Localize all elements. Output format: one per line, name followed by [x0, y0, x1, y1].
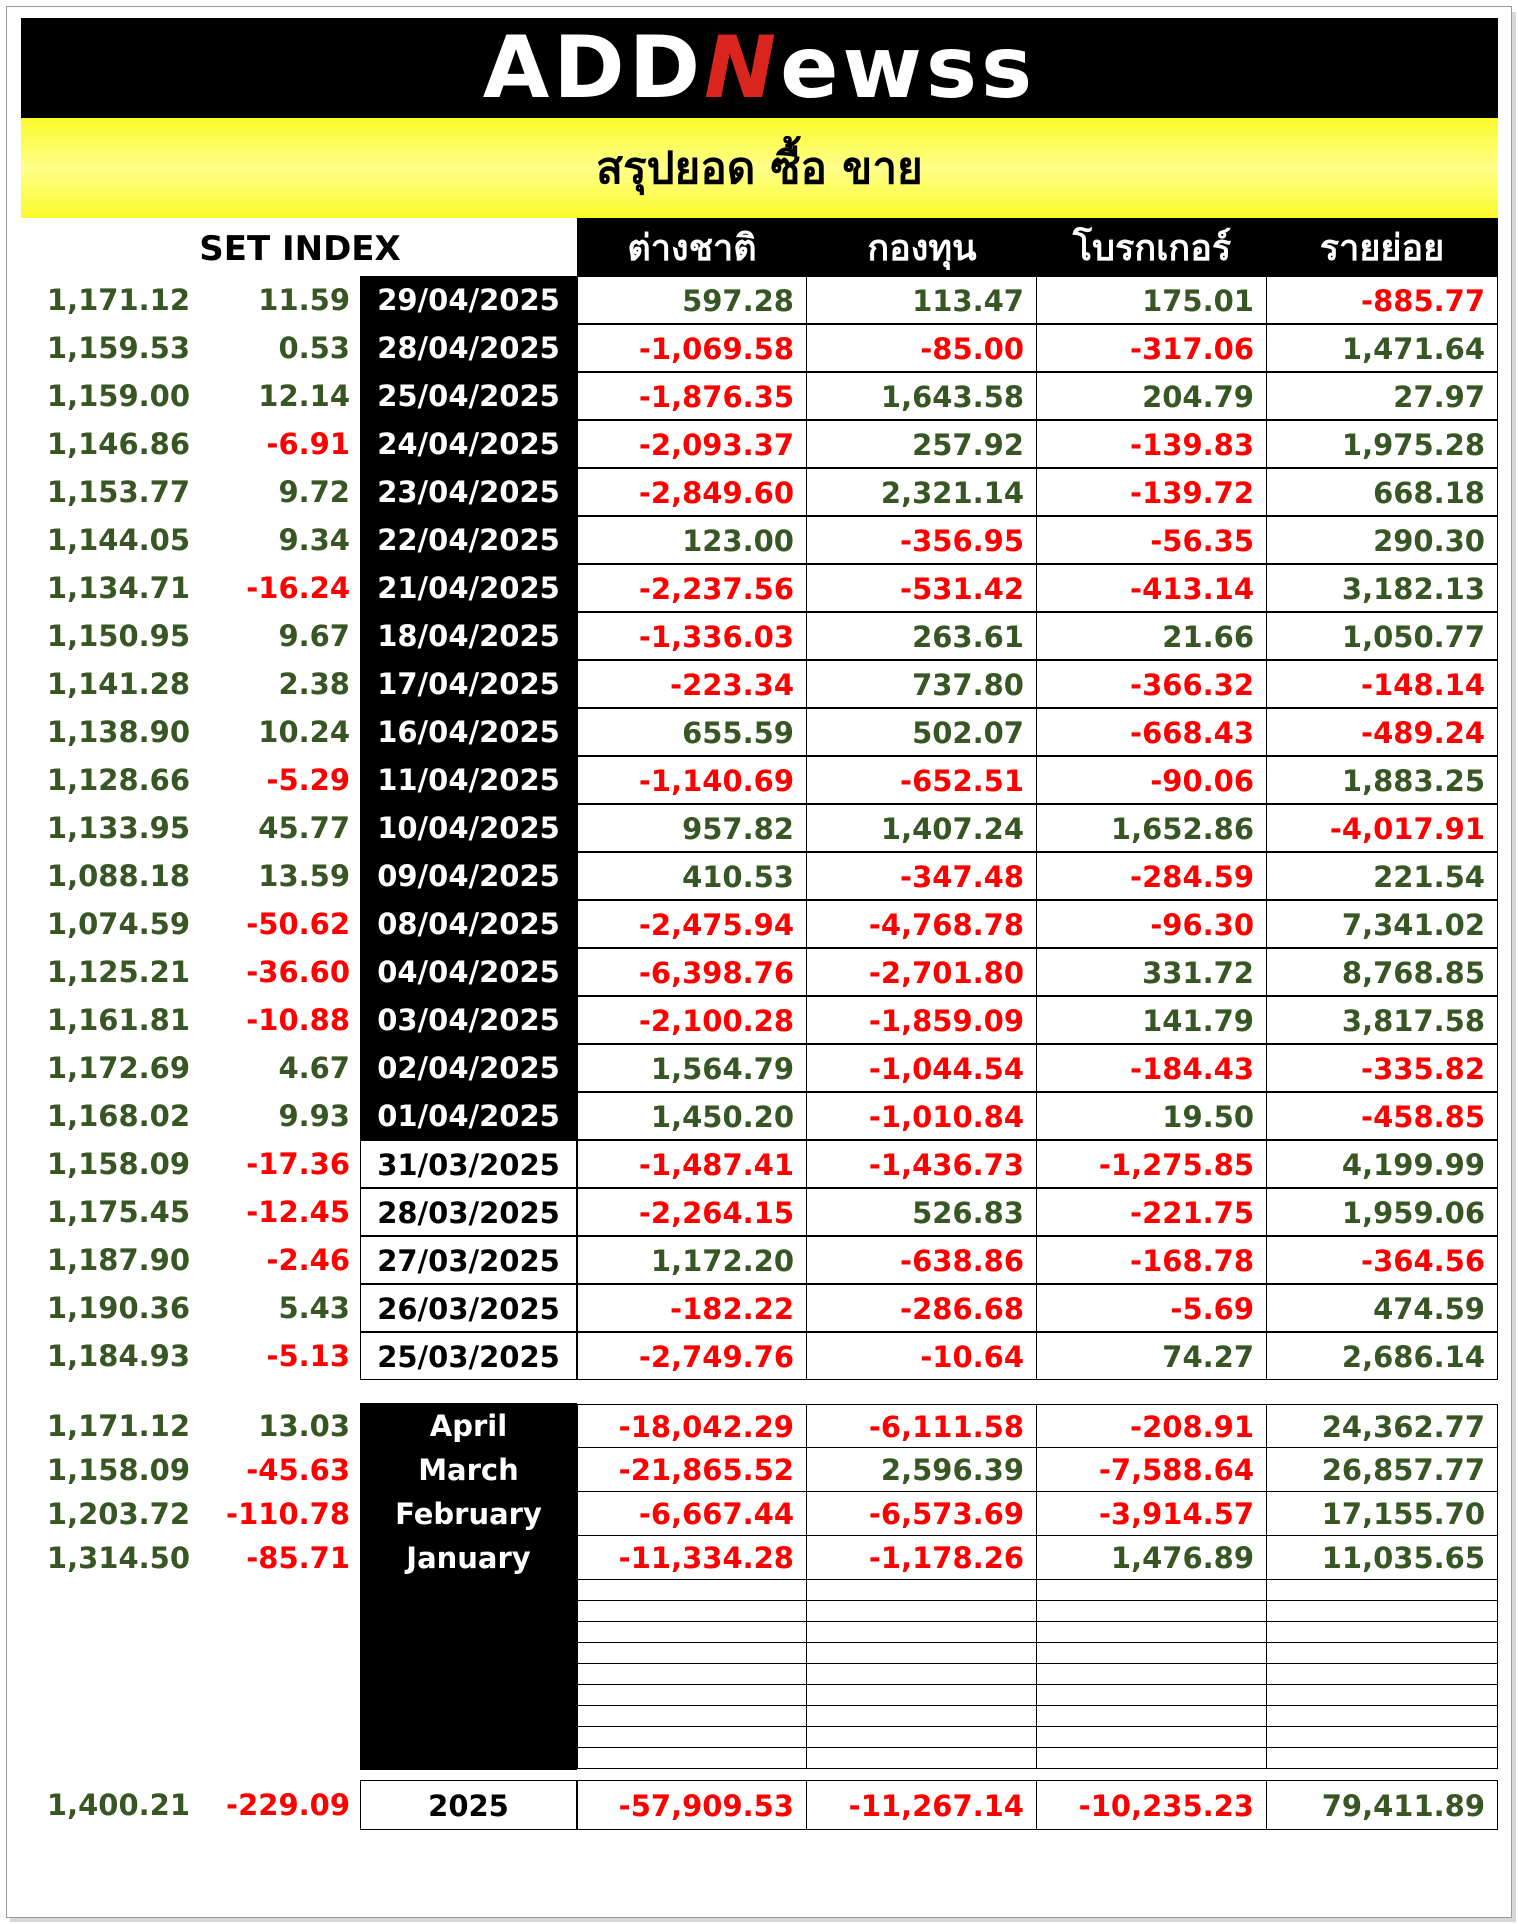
column-header-fund: กองทุน — [867, 227, 977, 269]
cell-broker: 331.72 — [1037, 948, 1267, 996]
empty-cell — [1037, 1664, 1267, 1685]
column-header-retail: รายย่อย — [1319, 227, 1445, 269]
set-index-value: 1,158.09 — [46, 1147, 190, 1181]
cell-foreign: -1,069.58 — [577, 324, 807, 372]
yearly-retail: 79,411.89 — [1267, 1780, 1498, 1830]
yearly-index: 1,400.21 — [46, 1788, 190, 1822]
empty-cell — [1037, 1580, 1267, 1601]
row-date: 29/04/2025 — [360, 276, 577, 324]
cell-fund: -286.68 — [807, 1284, 1037, 1332]
set-index-change: 9.72 — [278, 475, 350, 509]
brand-logo — [483, 18, 1036, 118]
monthly-index: 1,314.50 — [46, 1541, 190, 1575]
cell-fund: 257.92 — [807, 420, 1037, 468]
empty-cell — [577, 1643, 807, 1664]
cell-fund: -85.00 — [807, 324, 1037, 372]
column-header-bar — [577, 218, 1498, 276]
logo-part-n: N — [704, 18, 781, 118]
cell-retail: 668.18 — [1267, 468, 1498, 516]
monthly-fund: 2,596.39 — [807, 1448, 1037, 1492]
row-date: 18/04/2025 — [360, 612, 577, 660]
set-index-value: 1,144.05 — [46, 523, 190, 557]
table-row — [0, 948, 1518, 996]
empty-cell — [1037, 1727, 1267, 1748]
cell-retail: -489.24 — [1267, 708, 1498, 756]
set-index-change: 5.43 — [278, 1291, 350, 1325]
monthly-row — [0, 1536, 1518, 1580]
monthly-fund: -1,178.26 — [807, 1536, 1037, 1580]
row-date: 08/04/2025 — [360, 900, 577, 948]
month-label: January — [406, 1541, 531, 1575]
cell-retail: 221.54 — [1267, 852, 1498, 900]
cell-retail: 8,768.85 — [1267, 948, 1498, 996]
logo-part-a: ADD — [482, 18, 705, 118]
cell-foreign: -2,093.37 — [577, 420, 807, 468]
cell-retail: 474.59 — [1267, 1284, 1498, 1332]
empty-cell — [1037, 1643, 1267, 1664]
empty-cell — [1037, 1622, 1267, 1643]
cell-broker: -139.72 — [1037, 468, 1267, 516]
yearly-foreign: -57,909.53 — [577, 1780, 807, 1830]
set-index-change: 0.53 — [278, 331, 350, 365]
cell-retail: 3,817.58 — [1267, 996, 1498, 1044]
set-index-change: -5.13 — [266, 1339, 350, 1373]
table-row — [0, 1092, 1518, 1140]
cell-foreign: -1,140.69 — [577, 756, 807, 804]
cell-foreign: -1,876.35 — [577, 372, 807, 420]
cell-fund: 263.61 — [807, 612, 1037, 660]
brand-header — [21, 18, 1498, 118]
yearly-fund: -11,267.14 — [807, 1780, 1037, 1830]
cell-broker: -366.32 — [1037, 660, 1267, 708]
cell-broker: -221.75 — [1037, 1188, 1267, 1236]
empty-row — [577, 1643, 1498, 1664]
empty-cell — [577, 1580, 807, 1601]
set-index-change: -16.24 — [246, 571, 350, 605]
table-row — [0, 852, 1518, 900]
cell-foreign: 655.59 — [577, 708, 807, 756]
cell-retail: -4,017.91 — [1267, 804, 1498, 852]
row-date: 31/03/2025 — [360, 1140, 577, 1188]
set-index-value: 1,184.93 — [46, 1339, 190, 1373]
empty-row — [577, 1727, 1498, 1748]
set-index-value: 1,171.12 — [46, 283, 190, 317]
monthly-foreign: -11,334.28 — [577, 1536, 807, 1580]
yearly-broker: -10,235.23 — [1037, 1780, 1267, 1830]
empty-cell — [1267, 1643, 1498, 1664]
set-index-value: 1,133.95 — [46, 811, 190, 845]
empty-row — [577, 1685, 1498, 1706]
cell-retail: 1,050.77 — [1267, 612, 1498, 660]
monthly-broker: 1,476.89 — [1037, 1536, 1267, 1580]
table-row — [0, 1332, 1518, 1380]
cell-fund: 502.07 — [807, 708, 1037, 756]
cell-broker: -1,275.85 — [1037, 1140, 1267, 1188]
cell-foreign: -6,398.76 — [577, 948, 807, 996]
set-index-change: 2.38 — [278, 667, 350, 701]
set-index-change: 9.34 — [278, 523, 350, 557]
cell-retail: -335.82 — [1267, 1044, 1498, 1092]
empty-cell — [1037, 1685, 1267, 1706]
cell-fund: -638.86 — [807, 1236, 1037, 1284]
table-row — [0, 996, 1518, 1044]
set-index-value: 1,134.71 — [46, 571, 190, 605]
empty-cell — [807, 1727, 1037, 1748]
column-header-broker: โบรกเกอร์ — [1072, 227, 1232, 269]
empty-cell — [577, 1748, 807, 1769]
cell-broker: 141.79 — [1037, 996, 1267, 1044]
cell-retail: -148.14 — [1267, 660, 1498, 708]
cell-fund: -1,044.54 — [807, 1044, 1037, 1092]
empty-cell — [807, 1706, 1037, 1727]
table-row — [0, 468, 1518, 516]
set-index-change: 12.14 — [258, 379, 350, 413]
empty-cell — [577, 1727, 807, 1748]
cell-foreign: -2,264.15 — [577, 1188, 807, 1236]
empty-cell — [577, 1664, 807, 1685]
table-row — [0, 516, 1518, 564]
cell-foreign: -2,237.56 — [577, 564, 807, 612]
set-index-value: 1,074.59 — [46, 907, 190, 941]
table-row — [0, 660, 1518, 708]
cell-retail: 4,199.99 — [1267, 1140, 1498, 1188]
table-row — [0, 1284, 1518, 1332]
cell-broker: 1,652.86 — [1037, 804, 1267, 852]
cell-retail: 7,341.02 — [1267, 900, 1498, 948]
monthly-broker: -7,588.64 — [1037, 1448, 1267, 1492]
cell-fund: -1,010.84 — [807, 1092, 1037, 1140]
set-index-value: 1,153.77 — [46, 475, 190, 509]
set-index-value: 1,187.90 — [46, 1243, 190, 1277]
empty-row — [577, 1706, 1498, 1727]
row-date: 21/04/2025 — [360, 564, 577, 612]
month-label: February — [395, 1497, 542, 1531]
yearly-label: 2025 — [360, 1780, 577, 1830]
row-date: 04/04/2025 — [360, 948, 577, 996]
set-index-change: 10.24 — [258, 715, 350, 749]
set-index-change: -2.46 — [266, 1243, 350, 1277]
empty-cell — [1267, 1727, 1498, 1748]
empty-cell — [807, 1643, 1037, 1664]
set-index-value: 1,141.28 — [46, 667, 190, 701]
monthly-fund: -6,111.58 — [807, 1404, 1037, 1448]
row-date: 16/04/2025 — [360, 708, 577, 756]
empty-row — [577, 1580, 1498, 1601]
cell-broker: 21.66 — [1037, 612, 1267, 660]
set-index-value: 1,138.90 — [46, 715, 190, 749]
monthly-foreign: -21,865.52 — [577, 1448, 807, 1492]
row-date: 02/04/2025 — [360, 1044, 577, 1092]
set-index-value: 1,150.95 — [46, 619, 190, 653]
empty-cell — [807, 1622, 1037, 1643]
row-date: 22/04/2025 — [360, 516, 577, 564]
cell-broker: -168.78 — [1037, 1236, 1267, 1284]
set-index-value: 1,161.81 — [46, 1003, 190, 1037]
set-index-change: 9.93 — [278, 1099, 350, 1133]
cell-fund: -347.48 — [807, 852, 1037, 900]
monthly-foreign: -18,042.29 — [577, 1404, 807, 1448]
table-row — [0, 420, 1518, 468]
cell-retail: 2,686.14 — [1267, 1332, 1498, 1380]
set-index-label: SET INDEX — [199, 229, 401, 269]
monthly-change: 13.03 — [258, 1409, 350, 1443]
cell-broker: 74.27 — [1037, 1332, 1267, 1380]
yearly-change: -229.09 — [226, 1788, 350, 1822]
empty-row — [577, 1664, 1498, 1685]
row-date: 26/03/2025 — [360, 1284, 577, 1332]
cell-broker: -413.14 — [1037, 564, 1267, 612]
cell-foreign: 1,564.79 — [577, 1044, 807, 1092]
cell-retail: 27.97 — [1267, 372, 1498, 420]
row-date: 09/04/2025 — [360, 852, 577, 900]
title-banner — [21, 118, 1498, 218]
table-row — [0, 564, 1518, 612]
cell-broker: -184.43 — [1037, 1044, 1267, 1092]
cell-fund: -652.51 — [807, 756, 1037, 804]
cell-foreign: -2,849.60 — [577, 468, 807, 516]
table-row — [0, 1044, 1518, 1092]
set-index-change: -17.36 — [246, 1147, 350, 1181]
row-date: 01/04/2025 — [360, 1092, 577, 1140]
empty-cell — [1267, 1622, 1498, 1643]
yearly-row — [0, 1780, 1518, 1830]
row-date: 24/04/2025 — [360, 420, 577, 468]
cell-broker: -284.59 — [1037, 852, 1267, 900]
monthly-index: 1,158.09 — [46, 1453, 190, 1487]
cell-fund: -2,701.80 — [807, 948, 1037, 996]
cell-broker: -96.30 — [1037, 900, 1267, 948]
empty-cell — [1037, 1706, 1267, 1727]
empty-cell — [807, 1748, 1037, 1769]
row-date: 03/04/2025 — [360, 996, 577, 1044]
row-date: 28/04/2025 — [360, 324, 577, 372]
cell-fund: -1,859.09 — [807, 996, 1037, 1044]
cell-fund: -1,436.73 — [807, 1140, 1037, 1188]
logo-part-rest: ewss — [780, 18, 1037, 118]
table-row — [0, 276, 1518, 324]
monthly-change: -45.63 — [246, 1453, 350, 1487]
monthly-fund: -6,573.69 — [807, 1492, 1037, 1536]
cell-broker: -139.83 — [1037, 420, 1267, 468]
empty-cell — [1267, 1748, 1498, 1769]
set-index-value: 1,128.66 — [46, 763, 190, 797]
set-index-value: 1,146.86 — [46, 427, 190, 461]
set-index-change: -5.29 — [266, 763, 350, 797]
cell-foreign: -223.34 — [577, 660, 807, 708]
row-date: 23/04/2025 — [360, 468, 577, 516]
cell-fund: 526.83 — [807, 1188, 1037, 1236]
cell-fund: -10.64 — [807, 1332, 1037, 1380]
set-index-change: 13.59 — [258, 859, 350, 893]
row-date: 25/03/2025 — [360, 1332, 577, 1380]
cell-retail: 290.30 — [1267, 516, 1498, 564]
cell-foreign: -2,475.94 — [577, 900, 807, 948]
cell-retail: 1,471.64 — [1267, 324, 1498, 372]
monthly-foreign: -6,667.44 — [577, 1492, 807, 1536]
table-row — [0, 708, 1518, 756]
table-row — [0, 1236, 1518, 1284]
table-row — [0, 324, 1518, 372]
empty-cell — [1267, 1706, 1498, 1727]
empty-cell — [807, 1685, 1037, 1706]
set-index-change: 4.67 — [278, 1051, 350, 1085]
month-label: March — [418, 1453, 519, 1487]
table-row — [0, 1188, 1518, 1236]
page-title: สรุปยอด ซื้อ ขาย — [596, 143, 923, 194]
set-index-value: 1,088.18 — [46, 859, 190, 893]
cell-broker: 19.50 — [1037, 1092, 1267, 1140]
row-date: 17/04/2025 — [360, 660, 577, 708]
set-index-change: 11.59 — [258, 283, 350, 317]
monthly-retail: 17,155.70 — [1267, 1492, 1498, 1536]
cell-foreign: 123.00 — [577, 516, 807, 564]
cell-broker: -5.69 — [1037, 1284, 1267, 1332]
monthly-retail: 11,035.65 — [1267, 1536, 1498, 1580]
row-date: 25/04/2025 — [360, 372, 577, 420]
cell-fund: -356.95 — [807, 516, 1037, 564]
set-index-change: -12.45 — [246, 1195, 350, 1229]
cell-foreign: -2,100.28 — [577, 996, 807, 1044]
empty-cell — [1267, 1601, 1498, 1622]
set-index-change: -36.60 — [246, 955, 350, 989]
set-index-value: 1,125.21 — [46, 955, 190, 989]
row-date: 27/03/2025 — [360, 1236, 577, 1284]
cell-retail: -458.85 — [1267, 1092, 1498, 1140]
row-date: 10/04/2025 — [360, 804, 577, 852]
monthly-broker: -3,914.57 — [1037, 1492, 1267, 1536]
empty-cell — [807, 1601, 1037, 1622]
cell-fund: -531.42 — [807, 564, 1037, 612]
monthly-row — [0, 1448, 1518, 1492]
empty-cell — [1037, 1748, 1267, 1769]
set-index-value: 1,159.53 — [46, 331, 190, 365]
cell-fund: 737.80 — [807, 660, 1037, 708]
set-index-change: 9.67 — [278, 619, 350, 653]
cell-retail: 3,182.13 — [1267, 564, 1498, 612]
table-row — [0, 900, 1518, 948]
cell-foreign: 410.53 — [577, 852, 807, 900]
empty-cell — [807, 1664, 1037, 1685]
table-row — [0, 804, 1518, 852]
monthly-row — [0, 1404, 1518, 1448]
cell-broker: -317.06 — [1037, 324, 1267, 372]
set-index-change: 45.77 — [258, 811, 350, 845]
set-index-value: 1,168.02 — [46, 1099, 190, 1133]
empty-row — [577, 1748, 1498, 1769]
cell-broker: -56.35 — [1037, 516, 1267, 564]
cell-broker: -668.43 — [1037, 708, 1267, 756]
monthly-retail: 26,857.77 — [1267, 1448, 1498, 1492]
empty-row — [577, 1622, 1498, 1643]
set-index-value: 1,159.00 — [46, 379, 190, 413]
set-index-change: -10.88 — [246, 1003, 350, 1037]
empty-cell — [807, 1580, 1037, 1601]
empty-cell — [577, 1685, 807, 1706]
set-index-value: 1,175.45 — [46, 1195, 190, 1229]
cell-fund: 1,407.24 — [807, 804, 1037, 852]
empty-row — [577, 1601, 1498, 1622]
cell-fund: -4,768.78 — [807, 900, 1037, 948]
cell-retail: 1,959.06 — [1267, 1188, 1498, 1236]
table-row — [0, 1140, 1518, 1188]
monthly-retail: 24,362.77 — [1267, 1404, 1498, 1448]
monthly-change: -110.78 — [226, 1497, 350, 1531]
cell-foreign: 957.82 — [577, 804, 807, 852]
cell-foreign: 1,172.20 — [577, 1236, 807, 1284]
row-date: 28/03/2025 — [360, 1188, 577, 1236]
set-index-change: -6.91 — [266, 427, 350, 461]
cell-foreign: -2,749.76 — [577, 1332, 807, 1380]
empty-cell — [1267, 1685, 1498, 1706]
empty-cell — [1267, 1580, 1498, 1601]
cell-broker: 175.01 — [1037, 276, 1267, 324]
set-index-value: 1,172.69 — [46, 1051, 190, 1085]
cell-foreign: -1,336.03 — [577, 612, 807, 660]
set-index-change: -50.62 — [246, 907, 350, 941]
cell-broker: -90.06 — [1037, 756, 1267, 804]
empty-cell — [577, 1601, 807, 1622]
empty-cell — [577, 1622, 807, 1643]
column-header-foreign: ต่างชาติ — [627, 227, 757, 269]
cell-retail: 1,883.25 — [1267, 756, 1498, 804]
cell-fund: 113.47 — [807, 276, 1037, 324]
cell-foreign: -182.22 — [577, 1284, 807, 1332]
table-row — [0, 612, 1518, 660]
cell-broker: 204.79 — [1037, 372, 1267, 420]
monthly-index: 1,171.12 — [46, 1409, 190, 1443]
empty-cell — [1267, 1664, 1498, 1685]
monthly-row — [0, 1492, 1518, 1536]
table-row — [0, 756, 1518, 804]
monthly-change: -85.71 — [246, 1541, 350, 1575]
empty-cell — [577, 1706, 807, 1727]
table-row — [0, 372, 1518, 420]
cell-retail: 1,975.28 — [1267, 420, 1498, 468]
cell-fund: 2,321.14 — [807, 468, 1037, 516]
monthly-broker: -208.91 — [1037, 1404, 1267, 1448]
month-label: April — [429, 1409, 508, 1443]
cell-retail: -364.56 — [1267, 1236, 1498, 1284]
monthly-index: 1,203.72 — [46, 1497, 190, 1531]
cell-foreign: 1,450.20 — [577, 1092, 807, 1140]
cell-foreign: -1,487.41 — [577, 1140, 807, 1188]
cell-retail: -885.77 — [1267, 276, 1498, 324]
empty-cell — [1037, 1601, 1267, 1622]
cell-fund: 1,643.58 — [807, 372, 1037, 420]
row-date: 11/04/2025 — [360, 756, 577, 804]
set-index-value: 1,190.36 — [46, 1291, 190, 1325]
cell-foreign: 597.28 — [577, 276, 807, 324]
